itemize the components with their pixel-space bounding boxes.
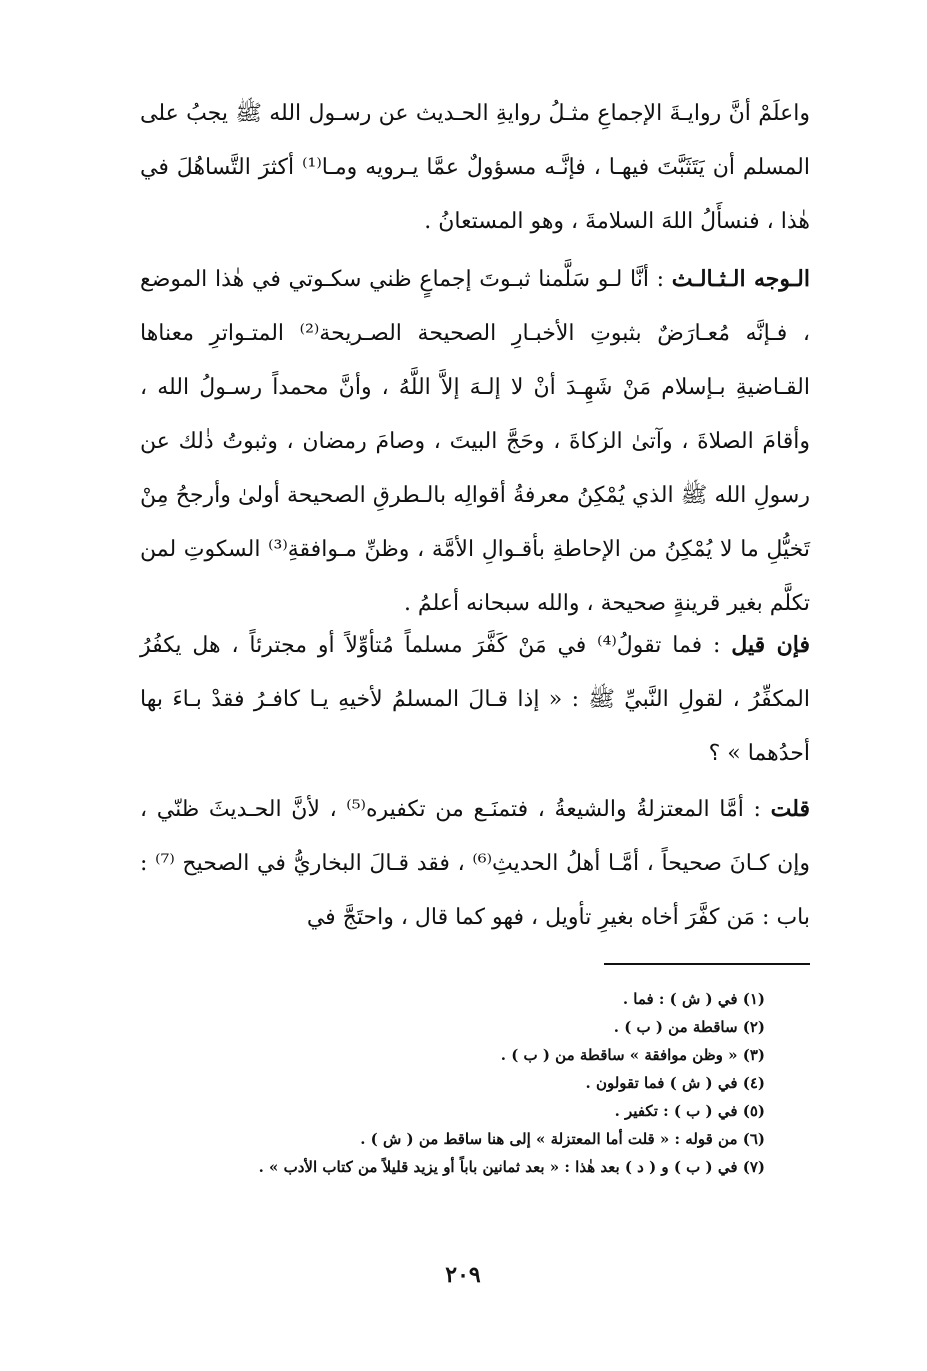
footnote-7: (٧) في ( ب ) و ( د ) بعد هٰذا : « بعد ثمانين باباً أو يزيد قليلاً من كتاب الأدب » .	[258, 1158, 765, 1176]
paragraph-3	[140, 618, 810, 781]
paragraph-4	[140, 782, 810, 945]
paragraph-1	[140, 86, 810, 249]
footnote-1: (١) في ( ش ) : فما .	[622, 990, 765, 1008]
paragraph-2-text: : أنَّا لـو سَلَّمنا ثبـوتَ إجماعٍ ظني سكـوتي في هٰذا الموضع ، فـإنَّه مُعـارَضٌ بثبوتِ الأخبـارِ الصحيحة الصـريحة⁽²⁾ المتـواترِ معناها القـاضيةِ بـإسلام مَنْ شَهِـدَ أنْ لا إلـهَ إلاَّ اللَّهُ ، وأنَّ محمداً رسـولُ الله ، وأقامَ الصلاةَ ، وآتىٰ الزكاةَ ، وحَجَّ البيتَ ، وصامَ رمضان ، وثبوتُ ذٰلك عن رسولِ الله ﷺ الذي يُمْكِنُ معرفةُ أقوالِه بالـطرقِ الصحيحة أولىٰ وأرجحُ مِنْ تَخيُّلِ ما لا يُمْكِنُ من الإحاطةِ بأقـوالِ الأمَّة ، وظنِّ مـوافقةِ⁽³⁾ السكوتِ لمن تكلَّم بغير قرينةٍ صحيحة ، والله سبحانه أعلمُ .	[140, 267, 810, 616]
paragraph-3-lead: فإن قيل	[731, 632, 810, 658]
footnote-4: (٤) في ( ش ) فما تقولون .	[585, 1074, 765, 1092]
footnotes	[140, 985, 765, 1181]
footnote-separator	[604, 963, 810, 965]
paragraph-4-lead: قلت	[770, 796, 810, 822]
footnote-3: (٣) « وظن موافقة » ساقطة من ( ب ) .	[500, 1046, 765, 1064]
footnote-5: (٥) في ( ب ) : تكفير .	[614, 1102, 765, 1120]
paragraph-3-text: : فما تقولُ⁽⁴⁾ في مَنْ كَفَّرَ مسلماً مُتأوِّلاً أو مجترئاً ، هل يكفُرُ المكفِّرُ ، لقولِ النَّبيِّ ﷺ : « إذا قـالَ المسلمُ لأخيهِ يـا كافـرُ فقدْ بـاءَ بها أحدُهما » ؟	[140, 633, 810, 766]
paragraph-4-text: : أمَّا المعتزلةُ والشيعةُ ، فتمنَـع من تكفيره⁽⁵⁾ ، لأنَّ الحـديثَ ظنّي ، وإن كـانَ صحيحاً ، أمَّـا أهلُ الحديثِ⁽⁶⁾ ، فقد قـالَ البخاريُّ في الصحيح ⁽⁷⁾ : باب : مَن كفَّرَ أخاه بغيرِ تأويل ، فهو كما قال ، واحتَجَّ في	[140, 797, 810, 930]
paragraph-2-lead: الـوجه الـثـالـث	[671, 266, 810, 292]
page-number: ٢٠٩	[445, 1262, 481, 1288]
paragraph-2	[140, 252, 810, 631]
paragraph-1-text: واعلَمْ أنَّ روايـةَ الإجماعِ مثـلُ روايةِ الحـديث عن رسـول الله ﷺ يجبُ على المسلم أن يَتَثَبَّتَ فيهـا ، فإنَّـه مسؤولٌ عمَّا يـرويه ومـا⁽¹⁾ أكثرَ التَّساهُلَ في هٰذا ، فنسأَلُ اللهَ السلامةَ ، وهو المستعانُ .	[140, 101, 810, 234]
footnote-6: (٦) من قوله : « قلت أما المعتزلة » إلى هنا ساقط من ( ش ) .	[360, 1130, 765, 1148]
footnote-2: (٢) ساقطة من ( ب ) .	[613, 1018, 765, 1036]
